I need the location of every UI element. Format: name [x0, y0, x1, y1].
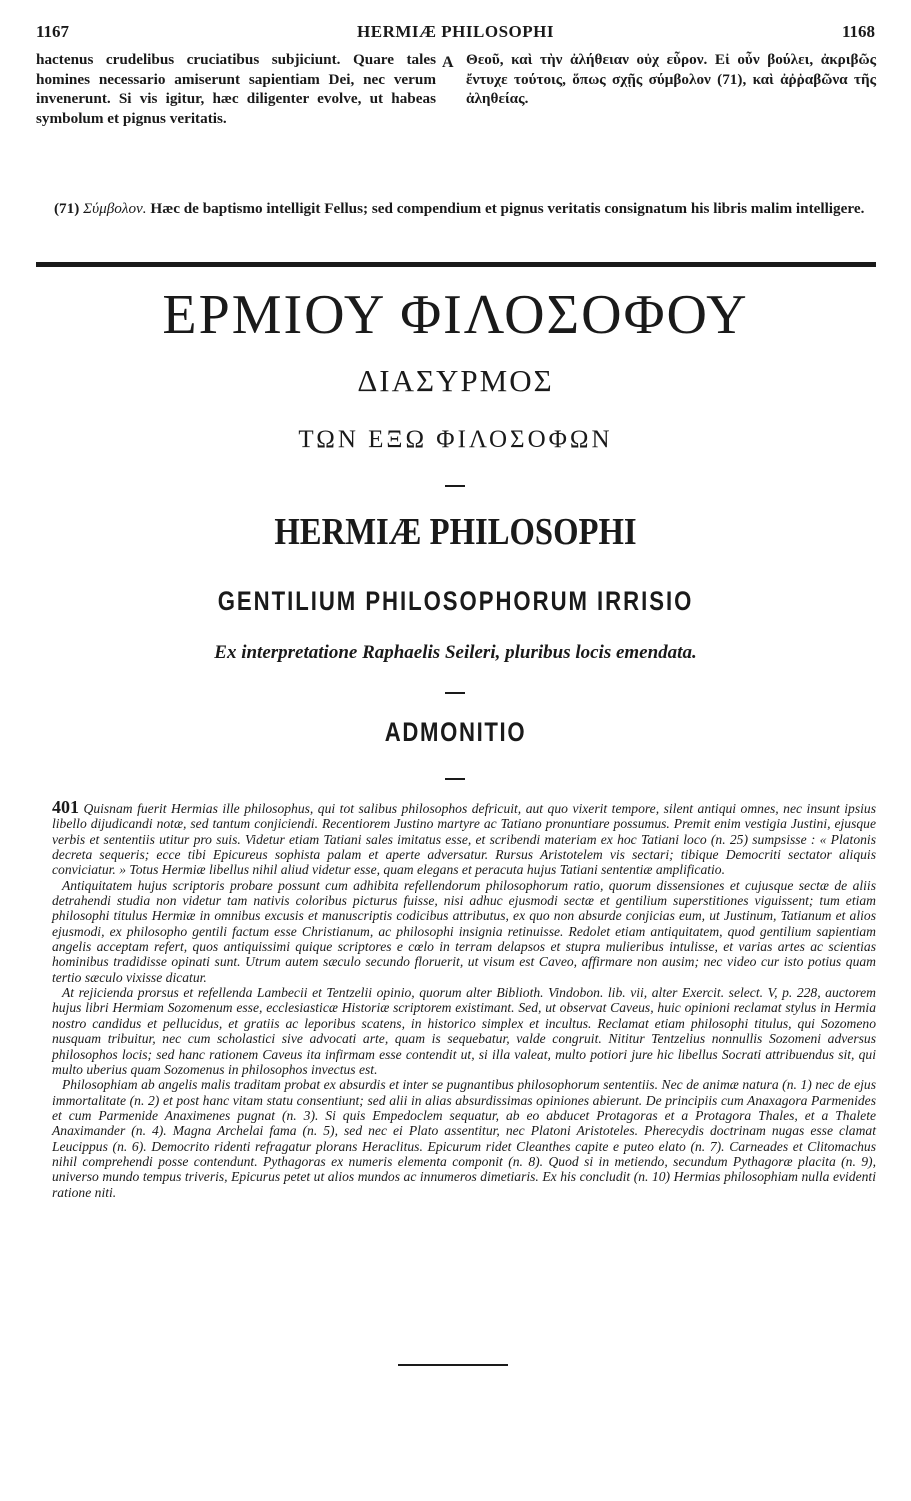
- admonitio-paragraph: 401 Quisnam fuerit Hermias ille philosophus, qui tot salibus philosophos defricuit, aut quo vixerit tempore, silent antiqui omnes, nec insunt ipsius libello dijudicandi notæ, sed tantum conjiciendi. Recentiorem Justino martyre ac Tatiano pronuntiare possumus. Premit enim vestigia Justini, ejusque verbis et sententiis utitur pro suis. Videtur etiam Tatiani sales imitatus esse, et scribendi materiam ex hoc Tatiani loco (n. 25) sumpsisse : « Platonis decreta sequeris; ecce tibi Epicureus sophista palam et aperte adversatur. Rursus Aristotelem vis sectari; tibique Democriti sectator aliquis conviciatur. » Totus Hermiæ libellus nihil aliud videtur esse, quam elegans et peracuta hujus Tatiani sententiæ amplificatio.: [52, 797, 876, 878]
- title-dash: [445, 485, 465, 487]
- title-dash: [445, 692, 465, 694]
- footnote-text: Hæc de baptismo intelligit Fellus; sed compendium et pignus veritatis consignatum his libris malim intelligere.: [150, 200, 865, 217]
- admonitio-body: [52, 797, 876, 1200]
- footnote-ref: (71): [54, 200, 80, 217]
- greek-subtitle-2: ΤΩΝ ΕΞΩ ΦΙΛΟΣΟΦΩΝ: [298, 426, 613, 453]
- title-dash: [445, 778, 465, 780]
- running-header: [36, 22, 875, 48]
- footnote-greek-word: Σύμβολον.: [83, 200, 147, 217]
- latin-main-title: HERMIÆ PHILOSOPHI: [274, 511, 637, 553]
- section-rule: [36, 262, 876, 267]
- greek-column-text: Θεοῦ, καὶ τὴν ἀλήθειαν οὐχ εὗρον. Εἰ οὖν βούλει, ἀκριβῶς ἔντυχε τούτοις, ὅπως σχῇς σύμβολον (71), καὶ ἀῤῥαβῶνα τῆς ἀληθείας.: [466, 51, 876, 108]
- footnote: [36, 200, 876, 218]
- latin-column-text: hactenus crudelibus cruciatibus subjiciunt. Quare tales homines necessario amiserunt sapientiam Dei, nec verum invenerunt. Si vis igitur, hæc diligenter evolve, ut habeas symbolum et pignus veritatis.: [36, 51, 436, 127]
- greek-subtitle: ΔΙΑΣΥΡΜΟΣ: [357, 363, 554, 398]
- end-rule: [398, 1364, 508, 1366]
- interpretation-note: Ex interpretatione Raphaelis Seileri, pluribus locis emendata.: [214, 642, 697, 663]
- section-title: ADMONITIO: [384, 717, 527, 747]
- admonitio-paragraph: Antiquitatem hujus scriptoris probare possunt cum adhibita refellendorum philosophorum ratio, quorum dissensiones et cujusque sectæ de aliis detrahendi studia non videtur tam nativis coloribus picturus fuisse, nisi adhuc ejusmodi sectæ et gentilium superstitiones viguissent; tum etiam philosophi titulus Hermiæ in omnibus excusis et manuscriptis codicibus attributus, ex quo non absurde conjicias eum, ut Justinum, Tatianum et alios ejusmodi, ex philosopho gentili factum esse Christianum, ac philosophi insignia retinuisse. Redolet etiam antiquitatem, quod gentilium sapientiam angelis acceptam refert, quos antiquissimi quique scriptores e cœlo in terram delapsos et stupra mulieribus intulisse, et varias artes ac scientias hominibus tradidisse opinati sunt. Utrum autem sæculo secundo floruerit, ut visum est Caveo, affirmare non ausim; nec video cur isto potius quam tertio sæculo vixisse dicatur.: [52, 877, 876, 985]
- latin-subtitle: GENTILIUM PHILOSOPHORUM IRRISIO: [217, 586, 694, 616]
- admonitio-paragraph: At rejicienda prorsus et refellenda Lambecii et Tentzelii opinio, quorum alter Biblioth. Vindobon. lib. vii, alter Exercit. select. V, p. 228, auctorem hujus libri Hermiam Sozomenum esse, ecclesiasticæ Historiæ scriptorem existimant. Sed, ut observat Caveus, huic opinioni reclamat stylus in Hermia nostro candidus et pellucidus, et gratiis ac leporibus scatens, in historico simplex et incultus. Reclamat etiam philosophi titulus, qui Sozomeno nusquam tribuitur, nec cum scholastici sive advocati arte, quam is sequebatur, valde congruit. Nititur Tentzelius nonnullis Sozomeni adversus philosophos locis; sed hanc rationem Caveus ita infirmam esse contendit ut, si illa valeat, multo potiori jure hic libellus Socrati attribuendus sit, qui multo uberius quam Sozomenus in philosophos invectus est.: [52, 985, 876, 1077]
- admonitio-paragraph: Philosophiam ab angelis malis traditam probat ex absurdis et inter se pugnantibus philosophorum sententiis. Nec de animæ natura (n. 1) nec de ejus immortalitate (n. 2) et post hanc vitam statu consentiunt; sed alii in alias absurdissimas opiniones abierunt. De principiis cum Anaxagora Parmenides et cum Parmenide Anaximenes pugnat (n. 3). Si quis Empedoclem sequatur, ab eo abducet Protagoras et a Protagora Thales, et a Thalete Anaximander (n. 4). Magna Archelai fama (n. 5), sed nec ei Plato assentitur, nec Platoni Aristoteles. Pherecydis doctrinam nugas esse clamat Leucippus (n. 6). Democrito ridenti refragatur plorans Heraclitus. Epicurum ridet Cleanthes capite e puteo elato (n. 7). Carneades et Clitomachus nihil comprehendi posse contendunt. Pythagoras ex numeris elementa componit (n. 8). Quod si in metiendo, secundum Pythagoræ placita (n. 9), universo mundo tempus triveris, Epicurus petet ut alios mundos ac innumeros dimetiaris. Ex his concludit (n. 10) Hermias philosophiam nulla evidenti ratione niti.: [52, 1077, 876, 1200]
- greek-column: [466, 50, 876, 109]
- latin-column: [36, 50, 436, 128]
- page-number-right: 1168: [841, 22, 875, 41]
- running-title: HERMIÆ PHILOSOPHI: [357, 22, 554, 41]
- page-number-left: 1167: [36, 22, 70, 41]
- column-number: 401: [52, 797, 79, 817]
- greek-main-title: ΕΡΜΙΟΥ ΦΙΛΟΣΟΦΟΥ: [162, 284, 749, 346]
- column-marker: A: [442, 54, 454, 71]
